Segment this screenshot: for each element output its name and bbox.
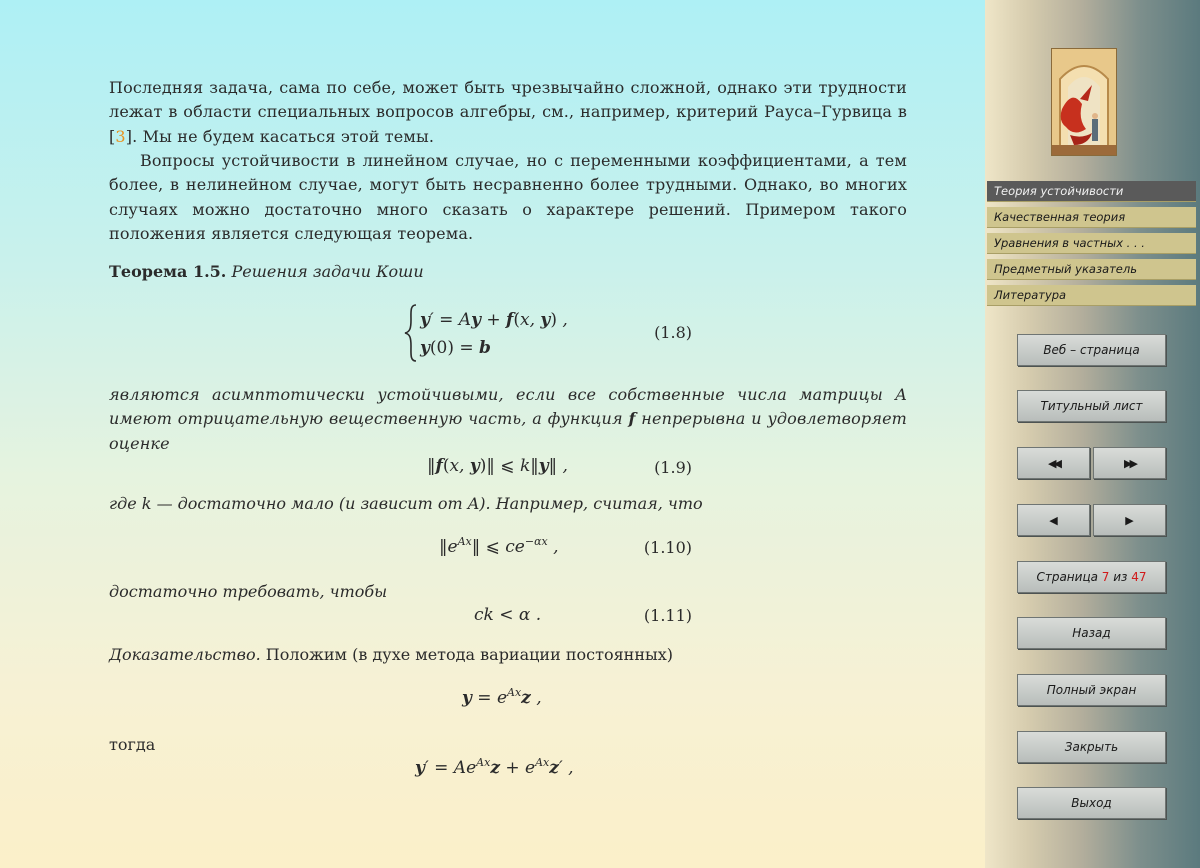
equation-derivative: $y' = Ae^{Ax}z + e^{Ax}z'$ , [415,756,574,778]
fullscreen-button[interactable]: Полный экран [1017,674,1166,706]
equation-1-8-line-2: y(0) = b [420,338,491,358]
current-page-number: 7 [1101,570,1110,584]
nav-item-subject-index[interactable]: Предметный указатель [987,259,1196,280]
equation-1-8-line-1: y′ = Ay + f(x, y) , [420,310,568,330]
first-page-button[interactable] [1017,447,1090,479]
proof-label: Доказательство. [109,645,261,664]
theorem-label: Теорема 1.5. [109,262,227,281]
nav-item-qualitative-theory[interactable]: Качественная теория [987,207,1196,228]
theorem-heading [109,262,424,281]
then-word: тогда [109,735,156,754]
nav-item-partial-equations[interactable]: Уравнения в частных . . . [987,233,1196,254]
title-page-button[interactable]: Титульный лист [1017,390,1166,422]
double-left-arrow-icon: ◀◀ [1048,456,1059,470]
page-prefix: Страница [1036,570,1102,584]
nav-item-literature[interactable]: Литература [987,285,1196,306]
equation-substitution: $y = e^{Ax}z$ , [462,686,542,708]
paragraph-1 [109,76,907,149]
theorem-text: Решения задачи Коши [231,262,424,281]
next-page-button[interactable] [1093,504,1166,536]
page-indicator-button[interactable] [1017,561,1166,593]
back-button[interactable]: Назад [1017,617,1166,649]
equation-1-9: ‖f(x, y)‖ ⩽ k‖y‖ , [427,456,568,476]
text-after-1-10: достаточно требовать, чтобы [109,582,388,601]
paragraph-1-text-b: ]. Мы не будем касаться этой темы. [125,126,435,146]
exit-button[interactable]: Выход [1017,787,1166,819]
text-after-1-8-a: являются асимптотически устойчивыми, если все собственные числа матрицы [109,385,896,404]
left-arrow-icon: ◀ [1049,513,1058,527]
page-separator: из [1109,570,1132,584]
equation-1-10-number: (1.10) [643,538,692,557]
close-button[interactable]: Закрыть [1017,731,1166,763]
dragon-book-cover-logo-icon[interactable] [1051,48,1117,156]
equation-1-8-number: (1.8) [654,323,692,342]
previous-page-button[interactable] [1017,504,1090,536]
curly-brace-icon [404,304,418,362]
paragraph-1-text-a: Последняя задача, сама по себе, может быть чрезвычайно сложной, однако эти трудности лежат в области специальных вопросов алгебры, см., например, критерий Рауса–Гурвица в [ [109,78,907,146]
text-after-1-9: где k — достаточно мало (и зависит от A). Например, считая, что [109,494,703,513]
right-arrow-icon: ▶ [1125,513,1134,527]
last-page-button[interactable] [1093,447,1166,479]
text-after-1-8-b: имеют отрицательную вещественную часть, а функция [109,409,629,429]
equation-1-10: $‖e^{Ax}‖$ ⩽ $ce^{-\alpha x}$ , [439,535,559,557]
web-page-button[interactable]: Веб – страница [1017,334,1166,366]
equation-1-11: ck < α . [474,605,542,625]
paragraph-2: Вопросы устойчивости в линейном случае, но с переменными коэффициентами, а тем более, в нелинейном случае, могут быть несравненно более трудными. Однако, во многих случаях можно достаточно много сказать о характере решений. Примером такого положения является следующая теорема. [109,151,907,244]
citation-link[interactable]: 3 [115,126,126,146]
proof-text: Положим (в духе метода вариации постоянных) [260,645,673,664]
paragraph-after-1-8: являются асимптотически устойчивыми, если все собственные числа матрицы A имеют отрицательную вещественную часть, а функция f непрерывна и удовлетворяет оценке [109,385,908,453]
equation-1-11-number: (1.11) [643,606,692,625]
total-pages-number: 47 [1131,570,1147,584]
equation-1-9-number: (1.9) [654,458,692,477]
proof-line [109,645,673,664]
nav-item-stability-theory[interactable]: Теория устойчивости [987,181,1196,202]
double-right-arrow-icon: ▶▶ [1124,456,1135,470]
text-after-1-8-c: непрерывна и удовлетворяет оценке [109,409,908,453]
